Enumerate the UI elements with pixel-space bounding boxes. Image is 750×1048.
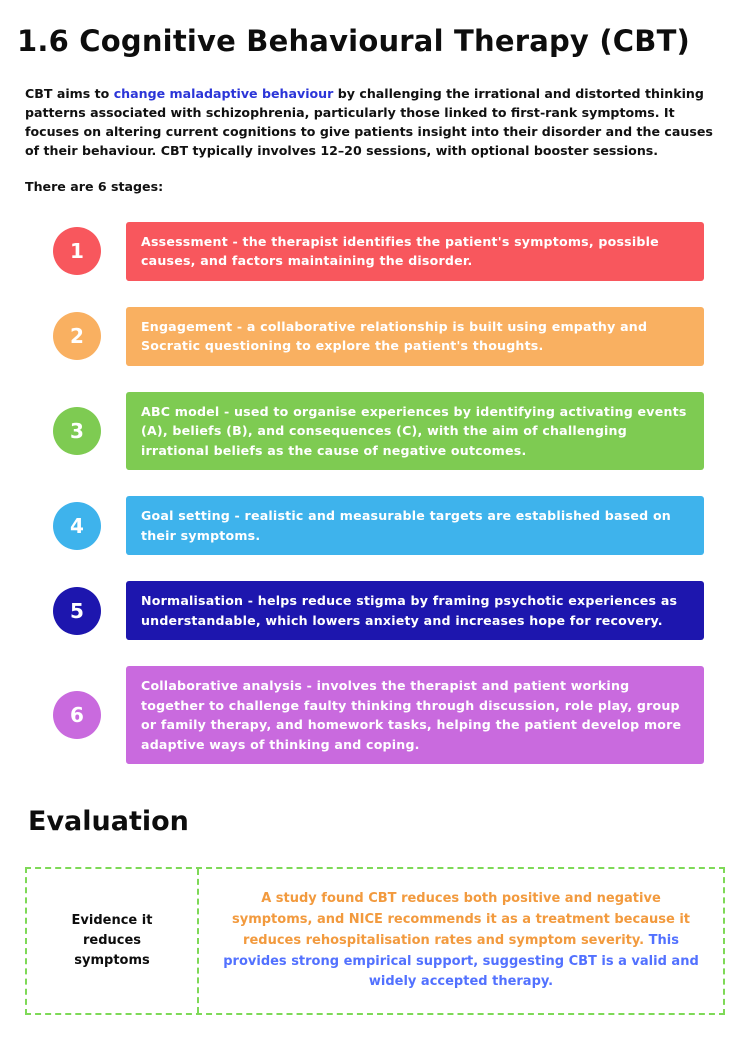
stage-row <box>53 496 725 555</box>
stage-row <box>53 307 725 366</box>
intro-text-post: by challenging the irrational and distorted thinking patterns associated with schizophrenia, particularly those linked to first-rank symptoms. It focuses on altering current cognitions to give patients insight into their disorder and the causes of their behaviour. CBT typically involves 12–20 sessions, with optional booster sessions. <box>25 86 713 159</box>
stage-row <box>53 581 725 640</box>
stage-text: ABC model - used to organise experiences by identifying activating events (A), beliefs (B), and consequences (C), with the aim of challenging irrational beliefs as the cause of negative outcomes. <box>141 403 687 458</box>
page-title: 1.6 Cognitive Behavioural Therapy (CBT) <box>17 24 691 58</box>
stages-label: There are 6 stages: <box>25 178 164 194</box>
stage-number-badge: 3 <box>53 407 101 455</box>
evaluation-heading: Evaluation <box>28 806 189 838</box>
stage-number-badge: 5 <box>53 587 101 635</box>
stage-number-badge: 2 <box>53 312 101 360</box>
stage-row <box>53 222 725 281</box>
stage-bar <box>126 666 704 764</box>
intro-highlight: change maladaptive behaviour <box>113 86 334 101</box>
evaluation-table <box>25 867 725 1015</box>
stage-text: Assessment - the therapist identifies the patient's symptoms, possible causes, and factors maintaining the disorder. <box>141 233 659 269</box>
evaluation-body-blue: This provides strong empirical support, suggesting CBT is a valid and widely accepted therapy. <box>223 932 699 990</box>
stage-number-badge: 4 <box>53 502 101 550</box>
stages-list <box>25 222 725 765</box>
stage-text: Normalisation - helps reduce stigma by framing psychotic experiences as understandable, which lowers anxiety and increases hope for recovery. <box>141 593 678 628</box>
stage-bar <box>126 222 704 281</box>
intro-paragraph <box>25 84 725 161</box>
stage-bar <box>126 307 704 366</box>
stage-text: Collaborative analysis - involves the therapist and patient working together to challenge faulty thinking through discussion, role play, group or family therapy, and homework tasks, helping the patient develop more adaptive ways of thinking and coping. <box>141 678 682 752</box>
stage-bar <box>126 581 704 640</box>
evaluation-row-label: Evidence it reduces symptoms <box>27 869 199 1013</box>
stage-text: Engagement - a collaborative relationship is built using empathy and Socratic questioning to explore the patient's thoughts. <box>141 318 648 354</box>
evaluation-body <box>199 869 723 1013</box>
stage-text: Goal setting - realistic and measurable targets are established based on their symptoms. <box>141 508 671 543</box>
stage-bar <box>126 392 704 471</box>
stage-number-badge: 1 <box>53 227 101 275</box>
intro-text-pre: CBT aims to <box>25 86 114 101</box>
stage-number-badge: 6 <box>53 691 101 739</box>
evaluation-body-orange: A study found CBT reduces both positive and negative symptoms, and NICE recommends it as a treatment because it reduces rehospitalisation rates and symptom severity. <box>231 891 690 948</box>
stage-bar <box>126 496 704 555</box>
stage-row <box>53 392 725 471</box>
stage-row <box>53 666 725 764</box>
